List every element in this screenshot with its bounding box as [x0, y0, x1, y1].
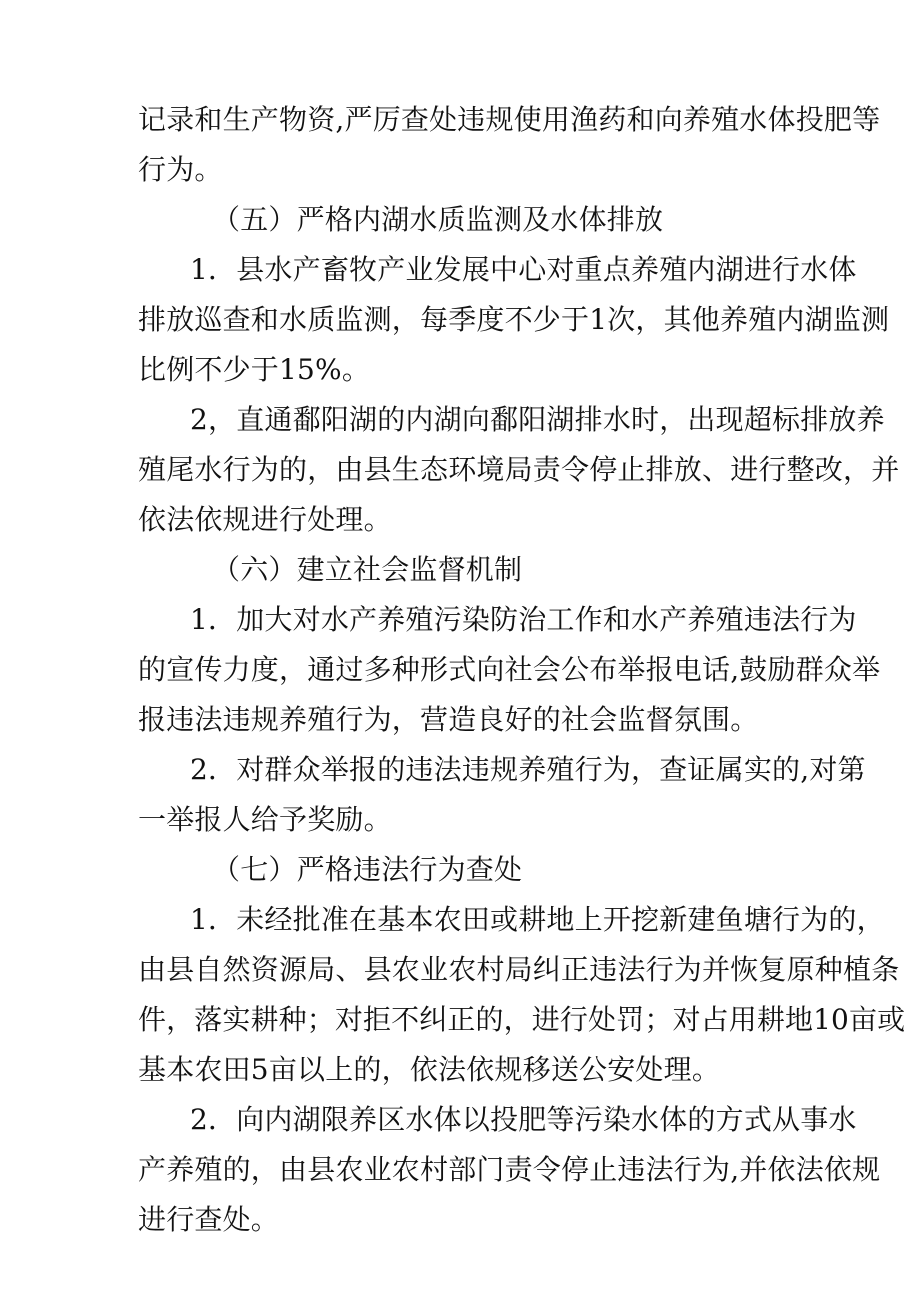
- section-heading: （六）建立社会监督机制: [212, 553, 523, 586]
- body-text-line: 1．县水产畜牧产业发展中心对重点养殖内湖进行水体: [190, 253, 857, 286]
- body-text-line: 件，落实耕种；对拒不纠正的，进行处罚；对占用耕地10亩或: [138, 1003, 906, 1036]
- body-text-line: 1．加大对水产养殖污染防治工作和水产养殖违法行为: [190, 603, 857, 636]
- body-text-line: 由县自然资源局、县农业农村局纠正违法行为并恢复原种植条: [138, 953, 900, 986]
- body-text-line: 产养殖的，由县农业农村部门责令停止违法行为,并依法依规: [138, 1153, 881, 1186]
- body-text-line: 比例不少于15%。: [138, 353, 371, 386]
- body-text-line: 2．对群众举报的违法违规养殖行为，查证属实的,对第: [190, 753, 866, 786]
- body-text-line: 殖尾水行为的，由县生态环境局责令停止排放、进行整改，并: [138, 453, 900, 486]
- body-text-line: 的宣传力度，通过多种形式向社会公布举报电话,鼓励群众举: [138, 653, 881, 686]
- body-text-line: 记录和生产物资,严厉查处违规使用渔药和向养殖水体投肥等: [138, 103, 881, 136]
- body-text-line: 排放巡查和水质监测，每季度不少于1次，其他养殖内湖监测: [138, 303, 890, 336]
- body-text-line: 进行查处。: [138, 1203, 280, 1236]
- body-text-line: 一举报人给予奖励。: [138, 803, 392, 836]
- body-text-line: 2，直通鄱阳湖的内湖向鄱阳湖排水时，出现超标排放养: [190, 403, 885, 436]
- body-text-line: 依法依规进行处理。: [138, 503, 392, 536]
- section-heading: （五）严格内湖水质监测及水体排放: [212, 203, 664, 236]
- section-heading: （七）严格违法行为查处: [212, 853, 523, 886]
- body-text-line: 2．向内湖限养区水体以投肥等污染水体的方式从事水: [190, 1103, 857, 1136]
- body-text-line: 报违法违规养殖行为，营造良好的社会监督氛围。: [138, 703, 759, 736]
- body-text-line: 1．未经批准在基本农田或耕地上开挖新建鱼塘行为的，: [190, 903, 885, 936]
- body-text-line: 基本农田5亩以上的，依法依规移送公安处理。: [138, 1053, 721, 1086]
- body-text-line: 行为。: [138, 153, 223, 186]
